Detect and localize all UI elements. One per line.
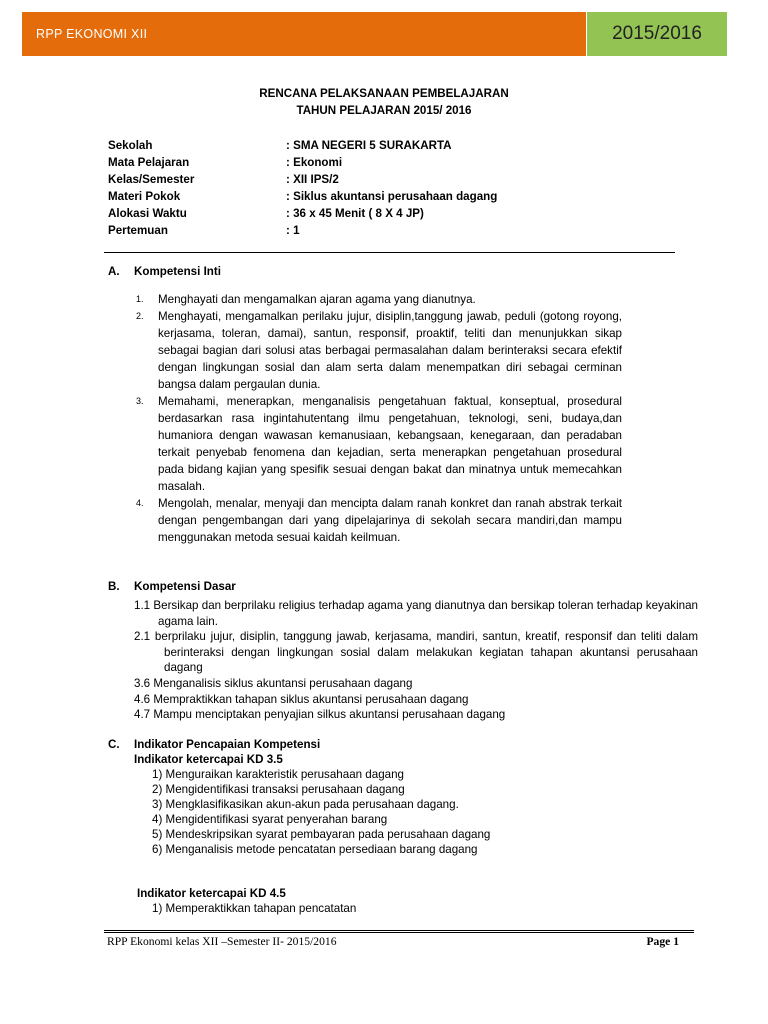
meta-label: Pertemuan [108, 224, 168, 237]
footer-text: RPP Ekonomi kelas XII –Semester II- 2015/2016 [107, 935, 337, 948]
list-item: 4.7 Mampu menciptakan penyajian silkus akuntansi perusahaan dagang [134, 708, 506, 722]
indicator-kd45-title: Indikator ketercapai KD 4.5 [137, 887, 286, 900]
list-item: 2) Mengidentifikasi transaksi perusahaan dagang [152, 783, 405, 796]
list-item [136, 291, 622, 308]
list-item: 4.6 Mempraktikkan tahapan siklus akuntansi perusahaan dagang [134, 692, 469, 706]
list-number: 4. [136, 498, 144, 508]
header-title-bar [22, 12, 586, 56]
section-a-heading [108, 265, 221, 278]
section-letter: B. [108, 580, 120, 593]
meta-row [108, 171, 497, 188]
divider [104, 252, 675, 253]
meta-row [108, 137, 497, 154]
list-text: Memahami, menerapkan, menganalisis pengetahuan faktual, konseptual, prosedural berdasarkan rasa ingintahutentang ilmu pengetahuan, teknologi, seni, budaya,dan humaniora dengan wawasan kemanusiaan, kebangsaan, kenegaraan, dan peradaban terkait penyebab fenomena dan kejadian, serta menerapkan pengetahuan prosedural pada bidang kajian yang spesifik sesuai dengan bakat dan minatnya untuk memecahkan masalah. [158, 395, 622, 493]
meta-value: : Siklus akuntansi perusahaan dagang [286, 190, 498, 203]
list-number: 2. [136, 311, 144, 321]
footer [107, 935, 679, 948]
meta-label: Materi Pokok [108, 190, 181, 203]
section-title: Indikator Pencapaian Kompetensi [134, 738, 321, 751]
meta-row [108, 154, 497, 171]
meta-label: Sekolah [108, 139, 153, 152]
meta-value: : Ekonomi [286, 156, 343, 169]
meta-row [108, 222, 497, 239]
meta-row [108, 205, 497, 222]
list-item: 1) Menguraikan karakteristik perusahaan dagang [152, 768, 404, 781]
section-title: Kompetensi Dasar [134, 580, 236, 593]
meta-value: : 36 x 45 Menit ( 8 X 4 JP) [286, 207, 424, 220]
doc-subtitle: TAHUN PELAJARAN 2015/ 2016 [296, 104, 472, 117]
header-year: 2015/2016 [612, 23, 702, 44]
list-text: Mengolah, menalar, menyaji dan mencipta dalam ranah konkret dan ranah abstrak terkait dengan pengembangan dari yang dipelajarinya di sekolah secara mandiri,dan mampu menggunakan metoda sesuai kaidah keilmuan. [158, 497, 622, 544]
list-item: 4) Mengidentifikasi syarat penyerahan barang [152, 813, 388, 826]
section-title: Kompetensi Inti [134, 265, 221, 278]
indicator-kd35-title: Indikator ketercapai KD 3.5 [134, 753, 283, 766]
footer-divider [104, 930, 694, 933]
kompetensi-dasar-list [134, 598, 698, 723]
list-item: 1.1 Bersikap dan berprilaku religius terhadap agama yang dianutnya dan bersikap toleran terhadap keyakinan agama lain. [134, 599, 698, 628]
meta-label: Mata Pelajaran [108, 156, 190, 169]
meta-label: Kelas/Semester [108, 173, 195, 186]
section-letter: C. [108, 738, 120, 751]
section-b-heading [108, 580, 236, 593]
list-item [136, 393, 622, 495]
list-item [136, 495, 622, 546]
section-c-heading [108, 738, 320, 751]
list-text: Menghayati dan mengamalkan ajaran agama yang dianutnya. [158, 293, 476, 306]
kompetensi-inti-list [136, 291, 622, 546]
meta-row [108, 188, 497, 205]
meta-value: : 1 [286, 224, 300, 237]
list-item: 6) Menganalisis metode pencatatan persediaan barang dagang [152, 843, 478, 856]
section-letter: A. [108, 265, 120, 278]
list-text: Menghayati, mengamalkan perilaku jujur, disiplin,tanggung jawab, peduli (gotong royong, kerjasama, toleran, damai), santun, responsif, proaktif, teliti dan menunjukkan sikap sebagai bagian dari solusi atas berbagai permasalahan dalam berinteraksi secara efektif dengan lingkungan sosial dan alam serta dalam menempatkan diri sebagai cerminan bangsa dalam pergaulan dunia. [158, 310, 622, 391]
list-item: 2.1 berprilaku jujur, disiplin, tanggung jawab, kerjasama, mandiri, santun, kreatif, responsif dan teliti dalam berinteraksi dengan lingkungan sosial dalam melakukan kegiatan tahapan akuntansi perusahaan dagang [134, 630, 698, 675]
indicator-kd35-list [152, 767, 490, 857]
list-number: 3. [136, 396, 144, 406]
doc-title: RENCANA PELAKSANAAN PEMBELAJARAN [259, 87, 509, 100]
meta-value: : XII IPS/2 [286, 173, 339, 186]
list-number: 1. [136, 294, 144, 304]
list-item: 3.6 Menganalisis siklus akuntansi perusahaan dagang [134, 676, 413, 690]
header-title: RPP EKONOMI XII [36, 27, 148, 41]
list-item: 1) Memperaktikkan tahapan pencatatan [152, 902, 357, 915]
meta-label: Alokasi Waktu [108, 207, 187, 220]
header-year-box [587, 12, 727, 56]
indicator-kd45-list [152, 901, 356, 916]
list-item [136, 308, 622, 393]
meta-table [108, 137, 497, 239]
meta-value: : SMA NEGERI 5 SURAKARTA [286, 139, 452, 152]
list-item: 5) Mendeskripsikan syarat pembayaran pada perusahaan dagang [152, 828, 491, 841]
page-number: Page 1 [646, 935, 679, 948]
list-item: 3) Mengklasifikasikan akun-akun pada perusahaan dagang. [152, 798, 459, 811]
